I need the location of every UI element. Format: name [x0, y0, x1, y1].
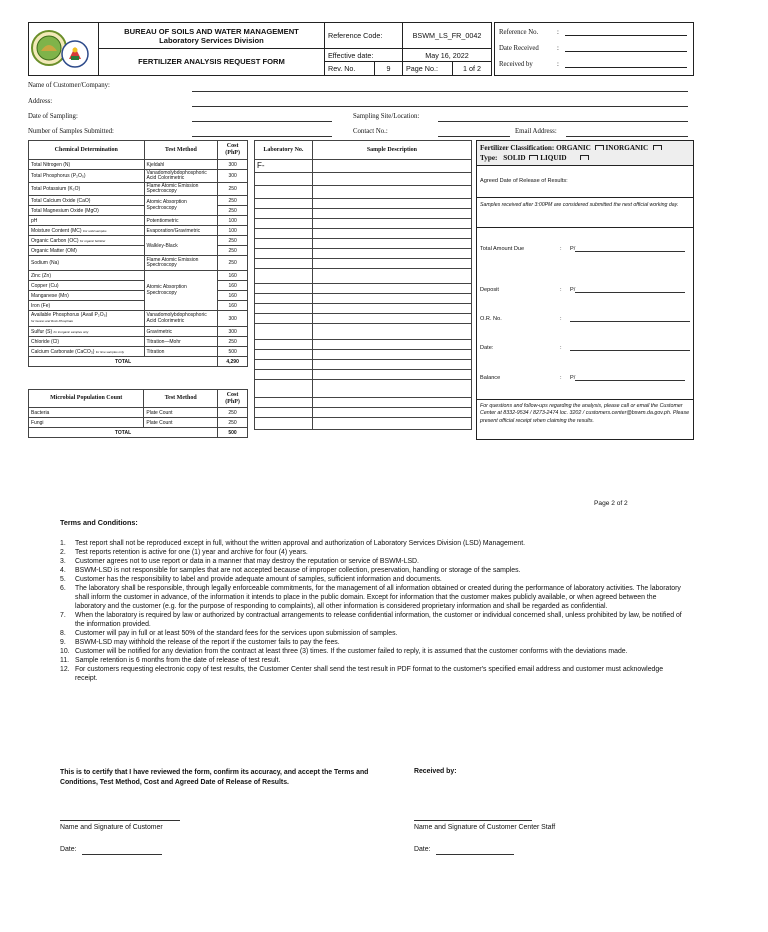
table-cell	[29, 347, 145, 357]
peso-sign: P/	[570, 375, 576, 381]
lab-no-cell[interactable]	[255, 370, 313, 380]
col-header-method: Test Method	[144, 390, 218, 408]
table-cell: 250	[218, 196, 248, 206]
num-samples-label: Number of Samples Submitted:	[28, 128, 114, 135]
questions-note: For questions and follow-ups regarding the analysis, please call or email the Customer Center at 8332-9534 / 8273-2474 loc. 3202 / customers.center@bswm.da.gov.ph. Please present official receipt when claiming the results.	[477, 399, 693, 441]
bureau-title	[99, 23, 325, 49]
lab-no-cell[interactable]	[255, 269, 313, 284]
description-cell[interactable]	[312, 186, 471, 199]
table-row	[255, 380, 472, 398]
terms-number: 1.	[60, 540, 66, 547]
total-amount-row	[477, 246, 693, 252]
param-name: Available Phosphorus (Avail P₂O₅)	[31, 312, 108, 318]
table-cell: 250	[218, 183, 248, 196]
terms-number: 8.	[60, 630, 66, 637]
col-header-method: Test Method	[144, 141, 218, 160]
table-cell: Flame Atomic Emission Spectroscopy	[144, 183, 218, 196]
table-row	[255, 186, 472, 199]
contact-label: Contact No.:	[353, 128, 388, 135]
table-row	[255, 239, 472, 249]
contact-field[interactable]	[438, 136, 510, 137]
table-cell: 250	[218, 236, 248, 246]
customer-date-field[interactable]	[82, 854, 162, 855]
table-row	[255, 360, 472, 370]
description-cell[interactable]	[312, 160, 471, 173]
table-cell: Gravimetric	[144, 327, 218, 337]
description-cell[interactable]	[312, 370, 471, 380]
table-cell: 160	[218, 271, 248, 281]
param-name: Sulfur (S)	[31, 328, 53, 335]
customer-name-field[interactable]	[192, 91, 688, 92]
table-cell: 250	[218, 337, 248, 347]
table-cell: Total Phosphorus (P₂O₅)	[29, 170, 145, 183]
table-row	[255, 398, 472, 408]
or-no-field[interactable]	[570, 321, 690, 322]
description-cell[interactable]	[312, 284, 471, 294]
table-row	[255, 408, 472, 418]
col-header-cost: Cost (PhP)	[218, 390, 248, 408]
table-cell	[29, 327, 145, 337]
staff-signature-line[interactable]	[414, 820, 532, 821]
table-cell: Titration	[144, 347, 218, 357]
table-cell	[29, 226, 145, 236]
description-cell[interactable]	[312, 408, 471, 418]
terms-item	[60, 647, 686, 656]
received-by-label: Received by	[499, 60, 533, 68]
terms-text: For customers requesting electronic copy of test results, the Customer Center shall send the test result in PDF format to the customer's specified email address and customer must acknowledge receipt.	[75, 666, 664, 682]
description-cell[interactable]	[312, 294, 471, 304]
total-value: 500	[218, 428, 248, 438]
table-row	[255, 173, 472, 186]
table-row	[255, 199, 472, 209]
terms-text: When the laboratory is required by law or authorized by contractual arrangements to release confidential information, the customer or individual concerned shall, unless prohibited by law, be notified of the information provided.	[75, 612, 682, 628]
terms-text: Customer agrees not to use report or data in a manner that may destroy the reputation or service of BSWM-LSD.	[75, 558, 419, 565]
table-cell: 160	[218, 301, 248, 311]
date-row	[477, 345, 693, 351]
lab-no-cell[interactable]: F-	[255, 160, 313, 173]
solid-label: SOLID	[503, 154, 526, 162]
description-cell[interactable]	[312, 418, 471, 430]
description-cell[interactable]	[312, 304, 471, 314]
col-header-microbial: Microbial Population Count	[29, 390, 144, 408]
lab-no-cell[interactable]	[255, 209, 313, 219]
table-cell: Total Calcium Oxide (CaO)	[29, 196, 145, 206]
table-row	[255, 249, 472, 259]
table-cell: Evaporation/Gravimetric	[144, 226, 218, 236]
solid-checkbox[interactable]	[529, 155, 538, 160]
total-label: TOTAL	[29, 428, 218, 438]
table-cell: Walkley-Black	[144, 236, 218, 256]
page-value: 1 of 2	[463, 64, 481, 73]
terms-text: BSWM-LSD may withhold the release of the report if the customer fails to pay the fees.	[75, 639, 340, 646]
deposit-field[interactable]	[575, 292, 685, 293]
table-cell: Atomic Absorption Spectroscopy	[144, 196, 218, 216]
lab-no-cell[interactable]	[255, 340, 313, 350]
table-row	[255, 269, 472, 284]
terms-item	[60, 548, 686, 557]
terms-item	[60, 584, 686, 611]
table-row	[255, 324, 472, 340]
table-cell: Chloride (Cl)	[29, 337, 145, 347]
agreed-date-label: Agreed Date of Release of Results:	[480, 178, 568, 184]
received-by-label: Received by:	[414, 768, 457, 775]
terms-text: Test report shall not be reproduced except in full, without the written approval and authorization of Laboratory Services Division (LSD) Management.	[75, 540, 526, 547]
form-title: FERTILIZER ANALYSIS REQUEST FORM	[99, 49, 325, 75]
table-cell: Plate Count	[144, 418, 218, 428]
description-cell[interactable]	[312, 259, 471, 269]
liquid-label: LIQUID	[540, 154, 567, 162]
lab-no-cell[interactable]	[255, 408, 313, 418]
terms-number: 3.	[60, 558, 66, 565]
reference-box	[494, 22, 694, 76]
col-header-lab-no: Laboratory No.	[255, 141, 313, 160]
email-label: Email Address:	[515, 128, 557, 135]
table-cell: Kjeldahl	[144, 160, 218, 170]
address-field[interactable]	[192, 106, 688, 107]
colon: :	[560, 345, 562, 351]
or-no-label: O.R. No.	[480, 316, 502, 322]
type-label: Type:	[480, 154, 498, 162]
table-cell: 300	[218, 311, 248, 327]
terms-item	[60, 539, 686, 548]
lab-no-cell[interactable]	[255, 259, 313, 269]
terms-text: Customer has the responsibility to label and provide adequate amount of samples, sufficient information and documents.	[75, 576, 442, 583]
form-header	[28, 22, 492, 76]
effective-date-label: Effective date:	[325, 49, 403, 62]
lab-no-cell[interactable]	[255, 173, 313, 186]
table-cell: Zinc (Zn)	[29, 271, 145, 281]
reference-no-field[interactable]	[565, 28, 687, 36]
deposit-row	[477, 287, 693, 293]
staff-signature-label: Name and Signature of Customer Center Staff	[414, 824, 556, 831]
terms-text: The laboratory shall be responsible, through legally enforceable commitments, for the management of all information obtained or created during the performance of laboratory activities. The laboratory shall inform the customer in advance, of the information it intends to place in the public domain. Except for information that the customer makes publicly available, or when agreed between the laboratory and the customer (e.g. for the purpose of responding to complaints), all other information is considered proprietary information and shall be regarded as confidential.	[75, 585, 681, 610]
table-row	[255, 340, 472, 350]
terms-text: Test reports retention is active for one (1) year and archive for four (4) years.	[75, 549, 308, 556]
col-header-cost: Cost (PhP)	[218, 141, 248, 160]
lab-no-cell[interactable]	[255, 284, 313, 294]
table-row	[255, 418, 472, 430]
page-label: Page No.:	[403, 62, 453, 75]
table-cell: Copper (Cu)	[29, 281, 145, 291]
microbial-table	[28, 389, 248, 438]
terms-text: Customer will pay in full or at least 50% of the standard fees for the services upon submission of samples.	[75, 630, 398, 637]
description-cell[interactable]	[312, 380, 471, 398]
table-row	[255, 350, 472, 360]
description-cell[interactable]	[312, 324, 471, 340]
lab-no-cell[interactable]	[255, 314, 313, 324]
table-cell: Plate Count	[144, 408, 218, 418]
customer-date-label: Date:	[60, 846, 77, 853]
terms-item	[60, 557, 686, 566]
table-cell: Fungi	[29, 418, 144, 428]
terms-text: Customer will be notified for any deviation from the contract at least three (3) times. If the customer failed to reply, it is assumed that the customer conforms with the deviations made.	[75, 648, 628, 655]
param-name: Organic Carbon (OC)	[31, 237, 79, 244]
email-field[interactable]	[566, 136, 688, 137]
colon: :	[557, 44, 559, 52]
table-cell: 300	[218, 170, 248, 183]
terms-item	[60, 575, 686, 584]
date-received-label: Date Received	[499, 44, 539, 52]
colon: :	[560, 287, 562, 293]
param-note: for inorganic samples only	[53, 329, 89, 334]
terms-list	[60, 539, 686, 683]
param-name: Moisture Content (MC)	[31, 227, 82, 234]
colon: :	[560, 375, 562, 381]
table-cell: Vanadomolybdophosphoric Acid Colorimetric	[144, 311, 218, 327]
bureau-name: BUREAU OF SOILS AND WATER MANAGEMENT	[124, 27, 299, 36]
agreed-date-section	[477, 166, 693, 198]
description-cell[interactable]	[312, 219, 471, 229]
table-row	[255, 294, 472, 304]
organic-label: ORGANIC	[556, 144, 591, 152]
total-amount-label: Total Amount Due	[480, 246, 525, 252]
sampling-site-field[interactable]	[438, 121, 688, 122]
customer-signature-label: Name and Signature of Customer	[60, 824, 163, 831]
lab-no-cell[interactable]	[255, 199, 313, 209]
param-name: Calcium Carbonate (CaCO₃)	[31, 348, 95, 355]
terms-item	[60, 638, 686, 647]
table-cell: 300	[218, 327, 248, 337]
table-cell: Iron (Fe)	[29, 301, 145, 311]
table-cell: 160	[218, 281, 248, 291]
table-cell: 250	[218, 246, 248, 256]
table-cell: Sodium (Na)	[29, 256, 145, 271]
lab-no-cell[interactable]	[255, 398, 313, 408]
table-row	[255, 259, 472, 269]
colon: :	[560, 316, 562, 322]
table-row	[255, 284, 472, 294]
date-received-field[interactable]	[565, 44, 687, 52]
terms-text: Sample retention is 6 months from the date of release of test result.	[75, 657, 281, 664]
terms-number: 2.	[60, 549, 66, 556]
description-cell[interactable]	[312, 314, 471, 324]
page-number: Page 2 of 2	[594, 500, 628, 507]
peso-sign: P/	[570, 287, 576, 293]
table-cell: 250	[218, 206, 248, 216]
terms-number: 5.	[60, 576, 66, 583]
chemical-determination-table	[28, 140, 248, 367]
received-by-field[interactable]	[565, 60, 687, 68]
samples-note: Samples received after 3:00PM are considered submitted the next official working day.	[477, 198, 693, 228]
table-cell: Total Nitrogen (N)	[29, 160, 145, 170]
table-cell: pH	[29, 216, 145, 226]
table-cell: 250	[218, 418, 248, 428]
terms-number: 12.	[60, 666, 70, 673]
table-row	[255, 229, 472, 239]
rev-value: 9	[375, 62, 403, 75]
organic-checkbox[interactable]	[595, 145, 604, 150]
lab-no-cell[interactable]	[255, 324, 313, 340]
table-row	[255, 370, 472, 380]
description-cell[interactable]	[312, 209, 471, 219]
certify-statement: This is to certify that I have reviewed the form, confirm its accuracy, and accept the Terms and Conditions, Test Method, Cost and Agreed Date of Release of Results.	[60, 769, 369, 786]
peso-sign: P/	[570, 246, 576, 252]
terms-item	[60, 656, 686, 665]
table-cell: Flame Atomic Emission Spectroscopy	[144, 256, 218, 271]
table-cell: Manganese (Mn)	[29, 291, 145, 301]
bswm-logo	[29, 23, 99, 75]
staff-date-field[interactable]	[436, 854, 514, 855]
lab-no-cell[interactable]	[255, 418, 313, 430]
reference-no-label: Reference No.	[499, 28, 539, 36]
right-panel	[476, 140, 694, 440]
inorganic-checkbox[interactable]	[653, 145, 662, 150]
total-value: 4,290	[218, 357, 248, 367]
division-name: Laboratory Services Division	[159, 36, 264, 45]
description-cell[interactable]	[312, 173, 471, 186]
table-cell: 100	[218, 226, 248, 236]
classification-label: Fertilizer Classification:	[480, 144, 555, 152]
param-note: for Guano and Rock Phosphate	[31, 318, 74, 323]
rev-label: Rev. No.	[325, 62, 375, 75]
terms-item	[60, 629, 686, 638]
total-label: TOTAL	[29, 357, 218, 367]
table-cell: 160	[218, 291, 248, 301]
param-note: For solid samples	[82, 228, 107, 233]
address-label: Address:	[28, 98, 53, 105]
table-cell	[29, 311, 145, 327]
lab-no-cell[interactable]	[255, 249, 313, 259]
lab-no-cell[interactable]	[255, 350, 313, 360]
table-row	[255, 219, 472, 229]
table-cell: Titration—Mohr	[144, 337, 218, 347]
description-cell[interactable]	[312, 398, 471, 408]
lab-no-cell[interactable]	[255, 239, 313, 249]
param-note: for organic fertilizer	[79, 238, 106, 243]
balance-row	[477, 375, 693, 381]
terms-text: BSWM-LSD is not responsible for samples that are not accepted because of improper collection, preservation, handling or storage of the samples.	[75, 567, 521, 574]
effective-date-value: May 16, 2022	[403, 49, 491, 62]
deposit-label: Deposit	[480, 287, 499, 293]
terms-item	[60, 611, 686, 629]
terms-number: 11.	[60, 657, 70, 664]
table-cell: 250	[218, 408, 248, 418]
date-label: Date:	[480, 345, 494, 351]
table-cell: Bacteria	[29, 408, 144, 418]
liquid-checkbox[interactable]	[580, 155, 589, 160]
terms-number: 6.	[60, 585, 66, 592]
or-no-row	[477, 316, 693, 322]
table-cell: 100	[218, 216, 248, 226]
terms-number: 7.	[60, 612, 66, 619]
sample-table	[254, 140, 472, 430]
total-amount-field[interactable]	[575, 251, 685, 252]
terms-number: 10.	[60, 648, 70, 655]
table-cell: 300	[218, 160, 248, 170]
description-cell[interactable]	[312, 249, 471, 259]
colon: :	[557, 28, 559, 36]
table-cell: 500	[218, 347, 248, 357]
table-cell: Organic Matter (OM)	[29, 246, 145, 256]
inorganic-label: INORGANIC	[605, 144, 649, 152]
table-cell: Atomic Absorption Spectroscopy	[144, 271, 218, 311]
ref-code-value: BSWM_LS_FR_0042	[403, 23, 491, 49]
table-row	[255, 304, 472, 314]
terms-title: Terms and Conditions:	[60, 518, 138, 527]
description-cell[interactable]	[312, 199, 471, 209]
description-cell[interactable]	[312, 350, 471, 360]
table-cell: Vanadomolybdophosphoric Acid Colorimetric	[144, 170, 218, 183]
table-row	[255, 209, 472, 219]
terms-number: 9.	[60, 639, 66, 646]
staff-date-label: Date:	[414, 846, 431, 853]
num-samples-field[interactable]	[192, 136, 332, 137]
colon: :	[557, 60, 559, 68]
sampling-site-label: Sampling Site/Location:	[353, 113, 420, 120]
date-sampling-label: Date of Sampling:	[28, 113, 78, 120]
lab-no-cell[interactable]	[255, 294, 313, 304]
description-cell[interactable]	[312, 229, 471, 239]
lab-no-cell[interactable]	[255, 219, 313, 229]
table-cell: 250	[218, 256, 248, 271]
customer-name-label: Name of Customer/Company:	[28, 82, 110, 89]
terms-item	[60, 665, 686, 683]
terms-number: 4.	[60, 567, 66, 574]
table-cell: Total Magnesium Oxide (MgO)	[29, 206, 145, 216]
description-cell[interactable]	[312, 360, 471, 370]
ref-code-label: Reference Code:	[325, 23, 403, 49]
col-header-chemical: Chemical Determination	[29, 141, 145, 160]
description-cell[interactable]	[312, 239, 471, 249]
terms-item	[60, 566, 686, 575]
table-row	[255, 314, 472, 324]
param-note: for lime samples only	[95, 349, 125, 354]
table-cell: Total Potassium (K₂O)	[29, 183, 145, 196]
balance-label: Balance	[480, 375, 501, 381]
balance-field[interactable]	[575, 380, 685, 381]
customer-signature-line[interactable]	[60, 820, 180, 821]
table-cell	[29, 236, 145, 246]
colon: :	[560, 246, 562, 252]
lab-no-cell[interactable]	[255, 380, 313, 398]
lab-no-cell[interactable]	[255, 229, 313, 239]
lab-no-cell[interactable]	[255, 360, 313, 370]
lab-no-cell[interactable]	[255, 186, 313, 199]
date-sampling-field[interactable]	[192, 121, 332, 122]
table-cell: Potentiometric	[144, 216, 218, 226]
col-header-description: Sample Description	[312, 141, 471, 160]
date-field[interactable]	[570, 350, 690, 351]
description-cell[interactable]	[312, 269, 471, 284]
classification-section	[477, 141, 693, 166]
description-cell[interactable]	[312, 340, 471, 350]
lab-no-cell[interactable]	[255, 304, 313, 314]
